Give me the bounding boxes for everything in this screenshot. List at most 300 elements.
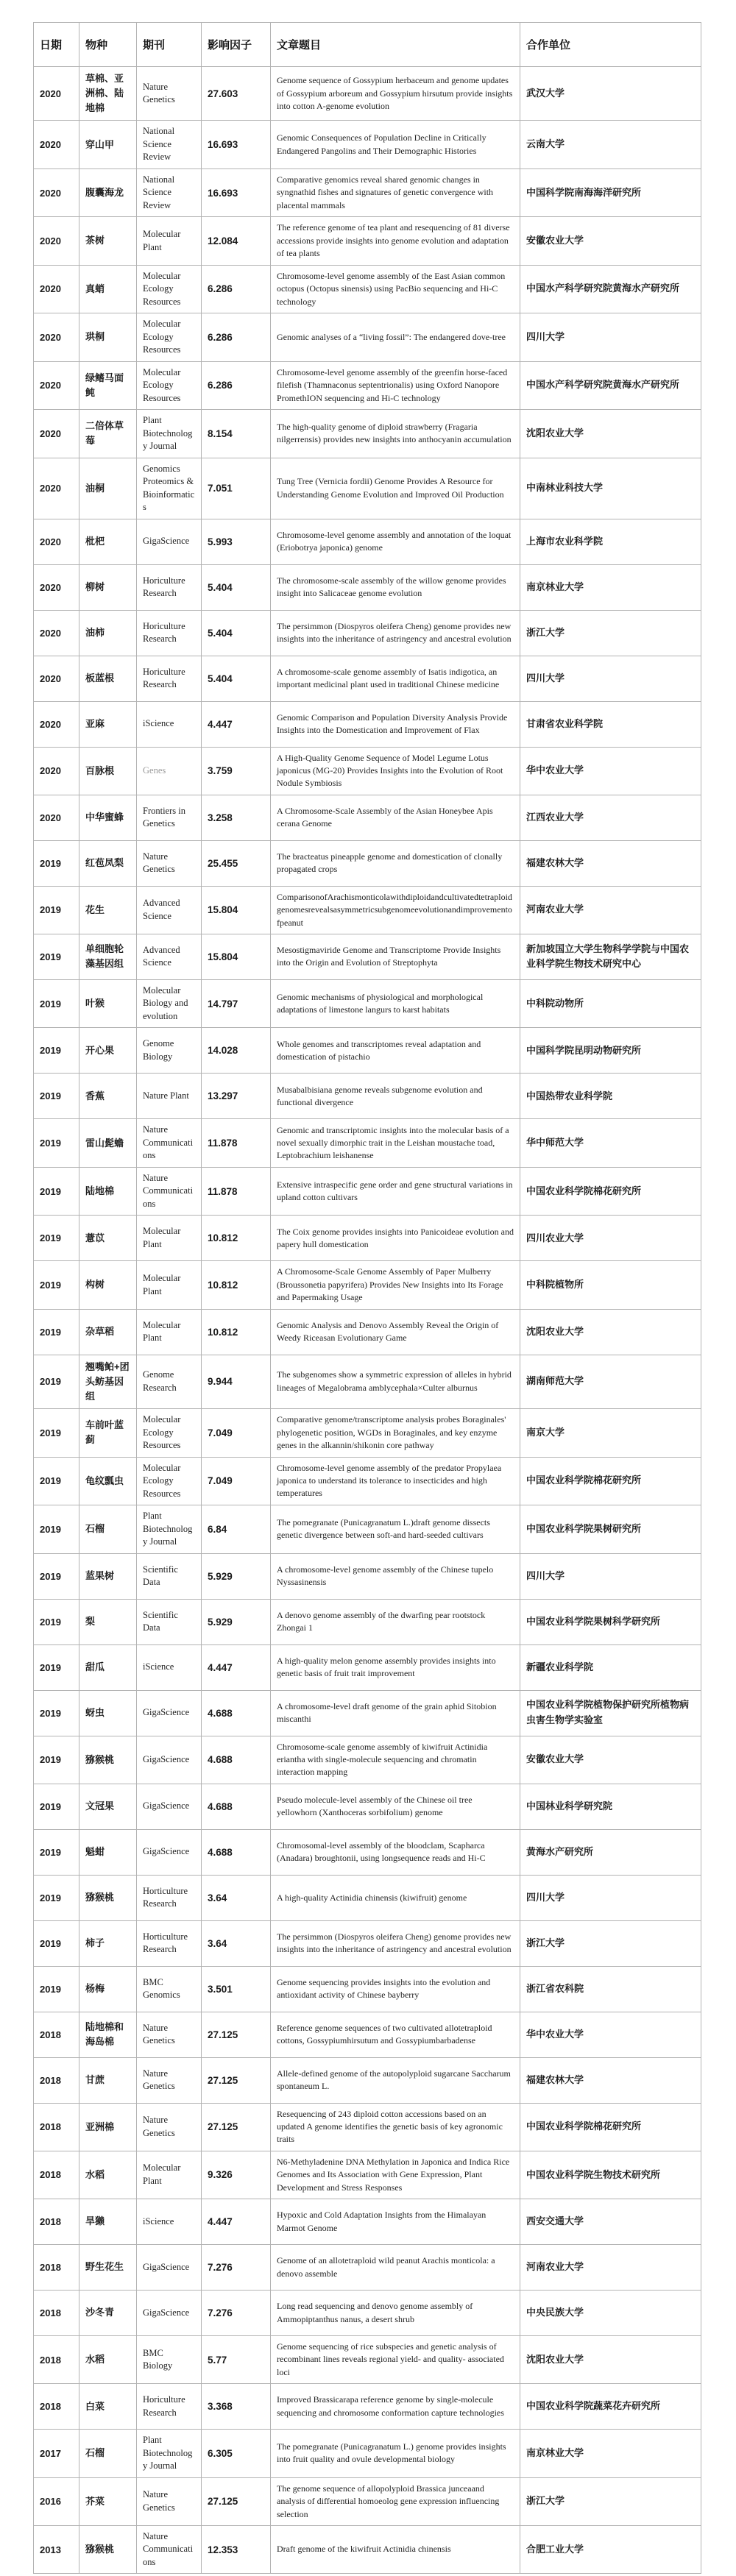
cell-partner: 安徽农业大学 bbox=[520, 217, 701, 265]
cell-impact_factor: 10.812 bbox=[202, 1216, 271, 1261]
cell-partner: 江西农业大学 bbox=[520, 795, 701, 840]
table-row bbox=[34, 2384, 701, 2430]
cell-journal: Genome Research bbox=[137, 1355, 202, 1408]
cell-date: 2018 bbox=[34, 2012, 79, 2057]
cell-impact_factor: 6.286 bbox=[202, 361, 271, 410]
cell-journal: Horiculture Research bbox=[137, 656, 202, 701]
cell-species: 花生 bbox=[79, 886, 137, 934]
cell-journal: Frontiers in Genetics bbox=[137, 795, 202, 840]
cell-species: 白菜 bbox=[79, 2384, 137, 2430]
cell-title: A high-quality Actinidia chinensis (kiwifruit) genome bbox=[271, 1875, 520, 1920]
table-row bbox=[34, 2430, 701, 2478]
cell-title: Chromosome-level genome assembly of the East Asian common octopus (Octopus sinensis) using PacBio sequencing and Hi-C technology bbox=[271, 265, 520, 313]
table-row bbox=[34, 410, 701, 458]
cell-species: 甘蔗 bbox=[79, 2057, 137, 2103]
cell-title: Chromosome-scale genome assembly of kiwifruit Actinidia eriantha with single-molecule sequencing and chromatin interaction mapping bbox=[271, 1736, 520, 1784]
cell-date: 2019 bbox=[34, 1599, 79, 1644]
table-row bbox=[34, 361, 701, 410]
table-row bbox=[34, 1920, 701, 1966]
cell-partner: 四川大学 bbox=[520, 1553, 701, 1599]
cell-impact_factor: 9.944 bbox=[202, 1355, 271, 1408]
cell-partner: 黄海水产研究所 bbox=[520, 1829, 701, 1875]
cell-partner: 南京大学 bbox=[520, 1409, 701, 1458]
table-row bbox=[34, 2336, 701, 2384]
cell-title: A high-quality melon genome assembly provides insights into genetic basis of fruit trait improvement bbox=[271, 1644, 520, 1690]
cell-title: Extensive intraspecific gene order and gene structural variations in upland cotton cultivars bbox=[271, 1167, 520, 1216]
cell-impact_factor: 7.051 bbox=[202, 458, 271, 519]
cell-title: Genomic Consequences of Population Decline in Critically Endangered Pangolins and Their Demographic Histories bbox=[271, 121, 520, 169]
cell-impact_factor: 5.993 bbox=[202, 519, 271, 564]
table-row bbox=[34, 610, 701, 656]
cell-partner: 沈阳农业大学 bbox=[520, 410, 701, 458]
cell-species: 油桐 bbox=[79, 458, 137, 519]
cell-title: Genome sequencing of rice subspecies and genetic analysis of recombinant lines reveals regional yield- and quality- associated loci bbox=[271, 2336, 520, 2384]
table-row bbox=[34, 1505, 701, 1554]
cell-impact_factor: 11.878 bbox=[202, 1119, 271, 1168]
cell-species: 文冠果 bbox=[79, 1784, 137, 1829]
table-row bbox=[34, 564, 701, 610]
table-row bbox=[34, 1216, 701, 1261]
cell-date: 2019 bbox=[34, 1920, 79, 1966]
cell-title: Long read sequencing and denovo genome assembly of Ammopiptanthus nanus, a desert shrub bbox=[271, 2291, 520, 2336]
cell-partner: 福建农林大学 bbox=[520, 2057, 701, 2103]
cell-species: 石榴 bbox=[79, 1505, 137, 1554]
cell-date: 2019 bbox=[34, 1644, 79, 1690]
cell-partner: 河南农业大学 bbox=[520, 886, 701, 934]
cell-title: Genomic and transcriptomic insights into the molecular basis of a novel sexually dimorphic trait in the Leishan moustache toad, Leptobrachium leishanense bbox=[271, 1119, 520, 1168]
cell-species: 柳树 bbox=[79, 564, 137, 610]
cell-title: The subgenomes show a symmetric expression of alleles in hybrid lineages of Megalobrama amblycephala×Culter alburnus bbox=[271, 1355, 520, 1408]
cell-date: 2018 bbox=[34, 2291, 79, 2336]
cell-date: 2013 bbox=[34, 2525, 79, 2574]
cell-impact_factor: 5.77 bbox=[202, 2336, 271, 2384]
cell-partner: 中南林业科技大学 bbox=[520, 458, 701, 519]
cell-impact_factor: 3.64 bbox=[202, 1875, 271, 1920]
cell-species: 二倍体草莓 bbox=[79, 410, 137, 458]
cell-impact_factor: 8.154 bbox=[202, 410, 271, 458]
table-row bbox=[34, 1599, 701, 1644]
cell-journal: Genes bbox=[137, 747, 202, 795]
cell-journal: GigaScience bbox=[137, 1829, 202, 1875]
cell-journal: Horiculture Research bbox=[137, 610, 202, 656]
cell-date: 2019 bbox=[34, 1966, 79, 2012]
cell-species: 杂草稻 bbox=[79, 1309, 137, 1355]
cell-journal: Molecular Plant bbox=[137, 1216, 202, 1261]
cell-partner: 南京林业大学 bbox=[520, 2430, 701, 2478]
cell-species: 梨 bbox=[79, 1599, 137, 1644]
cell-journal: BMC Genomics bbox=[137, 1966, 202, 2012]
header-row bbox=[34, 23, 701, 67]
cell-journal: Molecular Plant bbox=[137, 1309, 202, 1355]
table-row bbox=[34, 1261, 701, 1309]
cell-title: The pomegranate (Punicagranatum L.) genome provides insights into fruit quality and ovule developmental biology bbox=[271, 2430, 520, 2478]
cell-partner: 河南农业大学 bbox=[520, 2245, 701, 2291]
cell-partner: 安徽农业大学 bbox=[520, 1736, 701, 1784]
cell-date: 2020 bbox=[34, 168, 79, 217]
cell-partner: 中国科学院昆明动物研究所 bbox=[520, 1028, 701, 1074]
cell-journal: GigaScience bbox=[137, 2291, 202, 2336]
cell-journal: Horiculture Research bbox=[137, 2384, 202, 2430]
cell-partner: 中科院动物所 bbox=[520, 979, 701, 1028]
cell-journal: Nature Genetics bbox=[137, 2012, 202, 2057]
table-row bbox=[34, 2291, 701, 2336]
cell-species: 杨梅 bbox=[79, 1966, 137, 2012]
cell-impact_factor: 9.326 bbox=[202, 2151, 271, 2199]
cell-title: The high-quality genome of diploid strawberry (Fragaria nilgerrensis) provides new insights into anthocyanin accumulation bbox=[271, 410, 520, 458]
cell-date: 2017 bbox=[34, 2430, 79, 2478]
cell-journal: Horticulture Research bbox=[137, 1920, 202, 1966]
cell-journal: Advanced Science bbox=[137, 886, 202, 934]
cell-partner: 沈阳农业大学 bbox=[520, 2336, 701, 2384]
cell-date: 2018 bbox=[34, 2151, 79, 2199]
cell-impact_factor: 6.84 bbox=[202, 1505, 271, 1554]
cell-impact_factor: 5.929 bbox=[202, 1599, 271, 1644]
cell-date: 2019 bbox=[34, 1409, 79, 1458]
cell-species: 板蓝根 bbox=[79, 656, 137, 701]
cell-partner: 中国林业科学研究院 bbox=[520, 1784, 701, 1829]
table-row bbox=[34, 458, 701, 519]
cell-title: The bracteatus pineapple genome and domestication of clonally propagated crops bbox=[271, 840, 520, 886]
cell-journal: GigaScience bbox=[137, 1736, 202, 1784]
column-header-species: 物种 bbox=[79, 23, 137, 67]
table-row bbox=[34, 1409, 701, 1458]
cell-title: Hypoxic and Cold Adaptation Insights from the Himalayan Marmot Genome bbox=[271, 2199, 520, 2245]
cell-title: The persimmon (Diospyros oleifera Cheng) genome provides new insights into the inheritance of astringency and ancestral evolution bbox=[271, 610, 520, 656]
cell-date: 2018 bbox=[34, 2245, 79, 2291]
cell-impact_factor: 12.353 bbox=[202, 2525, 271, 2574]
cell-journal: Nature Plant bbox=[137, 1074, 202, 1119]
table-row bbox=[34, 67, 701, 121]
cell-journal: Molecular Plant bbox=[137, 2151, 202, 2199]
cell-species: 油柿 bbox=[79, 610, 137, 656]
cell-impact_factor: 4.447 bbox=[202, 701, 271, 747]
cell-partner: 湖南师范大学 bbox=[520, 1355, 701, 1408]
cell-partner: 中国农业科学院棉花研究所 bbox=[520, 1167, 701, 1216]
cell-species: 甜瓜 bbox=[79, 1644, 137, 1690]
cell-partner: 中国热带农业科学院 bbox=[520, 1074, 701, 1119]
publications-table bbox=[33, 22, 701, 2574]
cell-impact_factor: 4.447 bbox=[202, 1644, 271, 1690]
cell-title: Mesostigmaviride Genome and Transcriptome Provide Insights into the Origin and Evolution of Streptophyta bbox=[271, 934, 520, 979]
cell-title: Chromosome-level genome assembly of the predator Propylaea japonica to understand its tolerance to insecticides and high temperatures bbox=[271, 1457, 520, 1505]
cell-date: 2019 bbox=[34, 979, 79, 1028]
cell-species: 枇杷 bbox=[79, 519, 137, 564]
cell-title: Reference genome sequences of two cultivated allotetraploid cottons, Gossypiumhirsutum and Gossypiumbarbadense bbox=[271, 2012, 520, 2057]
cell-journal: Nature Communications bbox=[137, 1167, 202, 1216]
cell-journal: Nature Communications bbox=[137, 2525, 202, 2574]
cell-journal: Genomics Proteomics & Bioinformatics bbox=[137, 458, 202, 519]
table-row bbox=[34, 1690, 701, 1736]
cell-species: 腹囊海龙 bbox=[79, 168, 137, 217]
cell-partner: 中国农业科学院植物保护研究所植物病虫害生物学实验室 bbox=[520, 1690, 701, 1736]
cell-species: 构树 bbox=[79, 1261, 137, 1309]
table-row bbox=[34, 1028, 701, 1074]
cell-journal: Nature Genetics bbox=[137, 2057, 202, 2103]
cell-species: 猕猴桃 bbox=[79, 1736, 137, 1784]
cell-date: 2020 bbox=[34, 656, 79, 701]
cell-journal: Molecular Plant bbox=[137, 217, 202, 265]
cell-partner: 中央民族大学 bbox=[520, 2291, 701, 2336]
table-row bbox=[34, 1553, 701, 1599]
cell-date: 2020 bbox=[34, 458, 79, 519]
cell-date: 2019 bbox=[34, 1074, 79, 1119]
cell-date: 2018 bbox=[34, 2384, 79, 2430]
table-row bbox=[34, 1074, 701, 1119]
cell-impact_factor: 3.64 bbox=[202, 1920, 271, 1966]
table-row bbox=[34, 2103, 701, 2151]
table-row bbox=[34, 1457, 701, 1505]
cell-journal: Horiculture Research bbox=[137, 564, 202, 610]
table-row bbox=[34, 2012, 701, 2057]
cell-title: The Coix genome provides insights into Panicoideae evolution and papery hull domestication bbox=[271, 1216, 520, 1261]
table-row bbox=[34, 840, 701, 886]
cell-species: 香蕉 bbox=[79, 1074, 137, 1119]
cell-impact_factor: 3.501 bbox=[202, 1966, 271, 2012]
cell-journal: Plant Biotechnology Journal bbox=[137, 2430, 202, 2478]
cell-species: 穿山甲 bbox=[79, 121, 137, 169]
table-row bbox=[34, 313, 701, 362]
cell-species: 蓝果树 bbox=[79, 1553, 137, 1599]
cell-species: 百脉根 bbox=[79, 747, 137, 795]
cell-journal: Nature Genetics bbox=[137, 840, 202, 886]
cell-date: 2019 bbox=[34, 1261, 79, 1309]
cell-journal: BMC Biology bbox=[137, 2336, 202, 2384]
cell-species: 水稻 bbox=[79, 2336, 137, 2384]
cell-species: 绿鳍马面鲀 bbox=[79, 361, 137, 410]
cell-partner: 中国农业科学院果树研究所 bbox=[520, 1505, 701, 1554]
table-head bbox=[34, 23, 701, 67]
cell-title: The pomegranate (Punicagranatum L.)draft genome dissects genetic divergence between soft-and hard-seeded cultivars bbox=[271, 1505, 520, 1554]
cell-title: N6-Methyladenine DNA Methylation in Japonica and Indica Rice Genomes and Its Association with Gene Expression, Plant Development and Stress Responses bbox=[271, 2151, 520, 2199]
cell-species: 真蛸 bbox=[79, 265, 137, 313]
cell-impact_factor: 10.812 bbox=[202, 1261, 271, 1309]
cell-impact_factor: 4.688 bbox=[202, 1736, 271, 1784]
cell-impact_factor: 5.404 bbox=[202, 564, 271, 610]
cell-journal: Plant Biotechnology Journal bbox=[137, 410, 202, 458]
table-row bbox=[34, 1875, 701, 1920]
cell-species: 魁蚶 bbox=[79, 1829, 137, 1875]
cell-journal: Scientific Data bbox=[137, 1599, 202, 1644]
cell-species: 野生花生 bbox=[79, 2245, 137, 2291]
cell-species: 陆地棉和海岛棉 bbox=[79, 2012, 137, 2057]
cell-journal: National Science Review bbox=[137, 121, 202, 169]
cell-journal: Genome Biology bbox=[137, 1028, 202, 1074]
cell-impact_factor: 16.693 bbox=[202, 168, 271, 217]
cell-date: 2019 bbox=[34, 1355, 79, 1408]
cell-date: 2020 bbox=[34, 361, 79, 410]
cell-species: 陆地棉 bbox=[79, 1167, 137, 1216]
cell-date: 2019 bbox=[34, 1457, 79, 1505]
table-row bbox=[34, 886, 701, 934]
cell-species: 柿子 bbox=[79, 1920, 137, 1966]
cell-partner: 新疆农业科学院 bbox=[520, 1644, 701, 1690]
cell-impact_factor: 4.688 bbox=[202, 1829, 271, 1875]
cell-date: 2019 bbox=[34, 1028, 79, 1074]
cell-impact_factor: 11.878 bbox=[202, 1167, 271, 1216]
cell-species: 雷山髭蟾 bbox=[79, 1119, 137, 1168]
cell-species: 水稻 bbox=[79, 2151, 137, 2199]
cell-partner: 中国科学院南海海洋研究所 bbox=[520, 168, 701, 217]
cell-impact_factor: 6.305 bbox=[202, 2430, 271, 2478]
table-row bbox=[34, 121, 701, 169]
cell-title: A High-Quality Genome Sequence of Model Legume Lotus japonicus (MG-20) Provides Insights into the Evolution of Root Nodule Symbiosis bbox=[271, 747, 520, 795]
table-row bbox=[34, 2151, 701, 2199]
cell-partner: 浙江大学 bbox=[520, 2477, 701, 2525]
cell-date: 2019 bbox=[34, 934, 79, 979]
cell-journal: Molecular Ecology Resources bbox=[137, 1409, 202, 1458]
cell-title: Chromosomal-level assembly of the bloodclam, Scapharca (Anadara) broughtonii, using longsequence reads and Hi-C bbox=[271, 1829, 520, 1875]
cell-partner: 中科院植物所 bbox=[520, 1261, 701, 1309]
table-row bbox=[34, 1966, 701, 2012]
cell-title: Genome sequencing provides insights into the evolution and antioxidant activity of Chinese bayberry bbox=[271, 1966, 520, 2012]
cell-journal: Nature Genetics bbox=[137, 2103, 202, 2151]
cell-date: 2019 bbox=[34, 1167, 79, 1216]
table-row bbox=[34, 1119, 701, 1168]
cell-species: 沙冬青 bbox=[79, 2291, 137, 2336]
table-row bbox=[34, 1167, 701, 1216]
cell-impact_factor: 5.929 bbox=[202, 1553, 271, 1599]
cell-species: 开心果 bbox=[79, 1028, 137, 1074]
cell-title: Allele-defined genome of the autopolyploid sugarcane Saccharum spontaneum L. bbox=[271, 2057, 520, 2103]
cell-partner: 合肥工业大学 bbox=[520, 2525, 701, 2574]
cell-species: 旱獭 bbox=[79, 2199, 137, 2245]
cell-title: A chromosome-level genome assembly of the Chinese tupelo Nyssasinensis bbox=[271, 1553, 520, 1599]
table-row bbox=[34, 265, 701, 313]
cell-date: 2020 bbox=[34, 564, 79, 610]
column-header-date: 日期 bbox=[34, 23, 79, 67]
cell-journal: National Science Review bbox=[137, 168, 202, 217]
cell-impact_factor: 4.447 bbox=[202, 2199, 271, 2245]
cell-title: Chromosome-level genome assembly and annotation of the loquat (Eriobotrya japonica) genome bbox=[271, 519, 520, 564]
cell-journal: GigaScience bbox=[137, 2245, 202, 2291]
cell-impact_factor: 25.455 bbox=[202, 840, 271, 886]
table-row bbox=[34, 217, 701, 265]
cell-partner: 上海市农业科学院 bbox=[520, 519, 701, 564]
table-row bbox=[34, 701, 701, 747]
cell-date: 2019 bbox=[34, 1505, 79, 1554]
cell-partner: 南京林业大学 bbox=[520, 564, 701, 610]
table-row bbox=[34, 795, 701, 840]
cell-journal: Nature Genetics bbox=[137, 2477, 202, 2525]
cell-species: 车前叶蓝蓟 bbox=[79, 1409, 137, 1458]
cell-partner: 浙江大学 bbox=[520, 1920, 701, 1966]
cell-species: 叶猴 bbox=[79, 979, 137, 1028]
cell-date: 2018 bbox=[34, 2103, 79, 2151]
table-row bbox=[34, 168, 701, 217]
cell-impact_factor: 12.084 bbox=[202, 217, 271, 265]
cell-date: 2020 bbox=[34, 795, 79, 840]
cell-title: The chromosome-scale assembly of the willow genome provides insight into Salicaceae genome evolution bbox=[271, 564, 520, 610]
table-row bbox=[34, 2245, 701, 2291]
cell-partner: 西安交通大学 bbox=[520, 2199, 701, 2245]
cell-title: A Chromosome-Scale Assembly of the Asian Honeybee Apis cerana Genome bbox=[271, 795, 520, 840]
cell-date: 2018 bbox=[34, 2057, 79, 2103]
cell-date: 2020 bbox=[34, 313, 79, 362]
cell-species: 蚜虫 bbox=[79, 1690, 137, 1736]
cell-impact_factor: 27.125 bbox=[202, 2012, 271, 2057]
cell-journal: GigaScience bbox=[137, 1784, 202, 1829]
cell-partner: 中国水产科学研究院黄海水产研究所 bbox=[520, 265, 701, 313]
cell-partner: 四川大学 bbox=[520, 313, 701, 362]
cell-date: 2020 bbox=[34, 265, 79, 313]
cell-title: Whole genomes and transcriptomes reveal adaptation and domestication of pistachio bbox=[271, 1028, 520, 1074]
table-row bbox=[34, 1309, 701, 1355]
cell-date: 2019 bbox=[34, 1690, 79, 1736]
cell-journal: Scientific Data bbox=[137, 1553, 202, 1599]
cell-species: 龟纹瓢虫 bbox=[79, 1457, 137, 1505]
cell-date: 2020 bbox=[34, 217, 79, 265]
cell-journal: iScience bbox=[137, 1644, 202, 1690]
cell-species: 亚麻 bbox=[79, 701, 137, 747]
cell-date: 2016 bbox=[34, 2477, 79, 2525]
cell-journal: GigaScience bbox=[137, 519, 202, 564]
cell-title: Improved Brassicarapa reference genome by single-molecule sequencing and chromosome conformation capture technologies bbox=[271, 2384, 520, 2430]
cell-title: Pseudo molecule-level assembly of the Chinese oil tree yellowhorn (Xanthoceras sorbifolium) genome bbox=[271, 1784, 520, 1829]
cell-impact_factor: 27.603 bbox=[202, 67, 271, 121]
cell-partner: 沈阳农业大学 bbox=[520, 1309, 701, 1355]
table-row bbox=[34, 2525, 701, 2574]
cell-impact_factor: 7.049 bbox=[202, 1457, 271, 1505]
cell-journal: iScience bbox=[137, 2199, 202, 2245]
cell-species: 草棉、亚洲棉、陆地棉 bbox=[79, 67, 137, 121]
cell-partner: 中国农业科学院棉花研究所 bbox=[520, 2103, 701, 2151]
cell-title: A chromosome-level draft genome of the grain aphid Sitobion miscanthi bbox=[271, 1690, 520, 1736]
cell-species: 猕猴桃 bbox=[79, 2525, 137, 2574]
cell-title: Genomic mechanisms of physiological and morphological adaptations of limestone langurs to karst habitats bbox=[271, 979, 520, 1028]
cell-partner: 中国农业科学院果树科学研究所 bbox=[520, 1599, 701, 1644]
cell-impact_factor: 14.797 bbox=[202, 979, 271, 1028]
cell-impact_factor: 5.404 bbox=[202, 610, 271, 656]
cell-title: Genomic analyses of a “living fossil”: The endangered dove-tree bbox=[271, 313, 520, 362]
cell-date: 2019 bbox=[34, 1829, 79, 1875]
cell-partner: 云南大学 bbox=[520, 121, 701, 169]
cell-impact_factor: 6.286 bbox=[202, 265, 271, 313]
table-row bbox=[34, 979, 701, 1028]
cell-impact_factor: 27.125 bbox=[202, 2103, 271, 2151]
cell-species: 单细胞轮藻基因组 bbox=[79, 934, 137, 979]
cell-impact_factor: 27.125 bbox=[202, 2477, 271, 2525]
cell-date: 2019 bbox=[34, 840, 79, 886]
cell-title: Comparative genomics reveal shared genomic changes in syngnathid fishes and signatures of genetic convergence with placental mammals bbox=[271, 168, 520, 217]
column-header-impact_factor: 影响因子 bbox=[202, 23, 271, 67]
cell-impact_factor: 3.759 bbox=[202, 747, 271, 795]
cell-title: Comparative genome/transcriptome analysis probes Boraginales' phylogenetic position, WGDs in Boraginales, and key enzyme genes in the alkannin/shikonin core pathway bbox=[271, 1409, 520, 1458]
cell-date: 2019 bbox=[34, 1119, 79, 1168]
cell-title: Genomic Analysis and Denovo Assembly Reveal the Origin of Weedy Riceasan Evolutionary Game bbox=[271, 1309, 520, 1355]
cell-partner: 浙江大学 bbox=[520, 610, 701, 656]
cell-partner: 四川大学 bbox=[520, 1875, 701, 1920]
cell-date: 2020 bbox=[34, 410, 79, 458]
cell-impact_factor: 15.804 bbox=[202, 934, 271, 979]
table-row bbox=[34, 519, 701, 564]
cell-journal: Molecular Ecology Resources bbox=[137, 265, 202, 313]
cell-title: Genomic Comparison and Population Diversity Analysis Provide Insights into the Domestication and Improvement of Flax bbox=[271, 701, 520, 747]
cell-partner: 四川大学 bbox=[520, 656, 701, 701]
cell-title: Resequencing of 243 diploid cotton accessions based on an updated A genome identifies the genetic basis of key agronomic traits bbox=[271, 2103, 520, 2151]
cell-date: 2019 bbox=[34, 1875, 79, 1920]
cell-date: 2019 bbox=[34, 1736, 79, 1784]
cell-species: 翘嘴鲌+团头鲂基因组 bbox=[79, 1355, 137, 1408]
cell-date: 2020 bbox=[34, 67, 79, 121]
cell-journal: Molecular Ecology Resources bbox=[137, 313, 202, 362]
cell-impact_factor: 10.812 bbox=[202, 1309, 271, 1355]
cell-journal: GigaScience bbox=[137, 1690, 202, 1736]
cell-title: The genome sequence of allopolyploid Brassica junceaand analysis of differential homoeolog gene expression influencing selection bbox=[271, 2477, 520, 2525]
cell-species: 芥菜 bbox=[79, 2477, 137, 2525]
cell-date: 2020 bbox=[34, 701, 79, 747]
cell-species: 猕猴桃 bbox=[79, 1875, 137, 1920]
cell-species: 中华蜜蜂 bbox=[79, 795, 137, 840]
